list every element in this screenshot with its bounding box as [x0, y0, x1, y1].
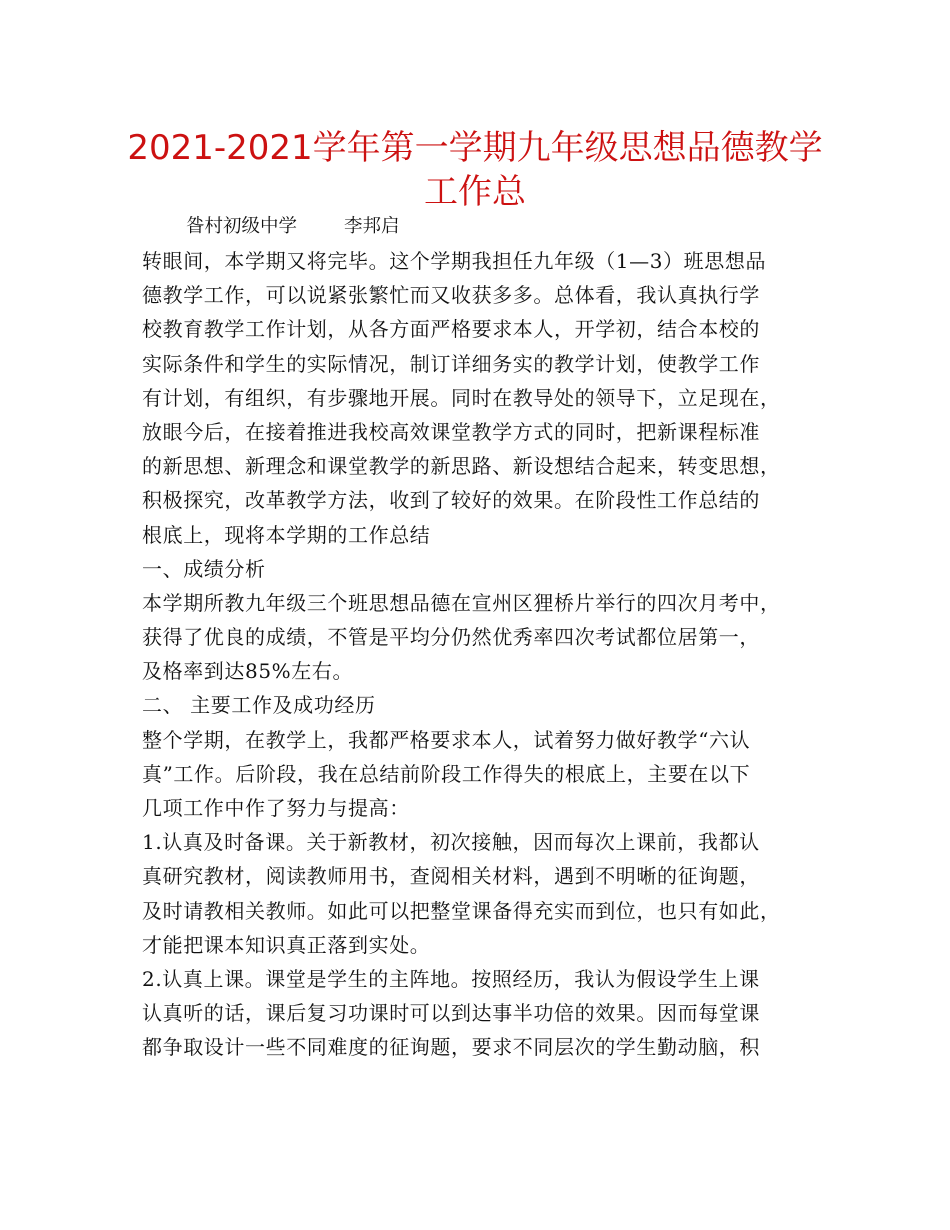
document-body	[142, 244, 832, 1065]
body-line: 放眼今后，在接着推进我校高效课堂教学方式的同时，把新课程标准	[142, 419, 760, 444]
body-line: 积极探究，改革教学方法，收到了较好的效果。在阶段性工作总结的	[142, 488, 760, 513]
document-title-line-2: 工作总	[424, 172, 526, 212]
author-line: 昝村初级中学 李邦启	[186, 216, 400, 237]
body-line: 真研究教材，阅读教师用书，查阅相关材料，遇到不明晰的征询题，	[142, 864, 760, 889]
body-line: 校教育教学工作计划，从各方面严格要求本人，开学初，结合本校的	[142, 317, 760, 342]
body-line: 有计划，有组织，有步骤地开展。同时在教导处的领导下，立足现在，	[142, 385, 781, 410]
body-line: 整个学期，在教学上，我都严格要求本人，试着努力做好教学“六认	[142, 727, 751, 752]
document-title-line-1: 2021-2021学年第一学期九年级思想品德教学	[127, 128, 823, 168]
body-line: 本学期所教九年级三个班思想品德在宣州区狸桥片举行的四次月考中，	[142, 590, 781, 615]
body-line: 及时请教相关教师。如此可以把整堂课备得充实而到位，也只有如此，	[142, 898, 781, 923]
body-line: 几项工作中作了努力与提高：	[142, 796, 410, 820]
section-heading: 一、成绩分析	[142, 556, 266, 581]
body-line: 2.认真上课。课堂是学生的主阵地。按照经历，我认为假设学生上课	[142, 966, 760, 991]
body-line: 的新思想、新理念和课堂教学的新思路、新设想结合起来，转变思想，	[142, 454, 781, 479]
body-line: 才能把课本知识真正落到实处。	[142, 932, 431, 957]
body-line: 1.认真及时备课。关于新教材，初次接触，因而每次上课前，我都认	[142, 830, 760, 855]
body-line: 实际条件和学生的实际情况，制订详细务实的教学计划，使教学工作	[142, 351, 760, 376]
body-line: 转眼间，本学期又将完毕。这个学期我担任九年级（1—3）班思想品	[142, 249, 767, 273]
body-line: 根底上，现将本学期的工作总结	[142, 522, 431, 547]
body-line: 德教学工作，可以说紧张繁忙而又收获多多。总体看，我认真执行学	[142, 283, 760, 308]
body-line: 都争取设计一些不同难度的征询题，要求不同层次的学生勤动脑，积	[142, 1035, 760, 1060]
body-line: 认真听的话，课后复习功课时可以到达事半功倍的效果。因而每堂课	[142, 1001, 760, 1026]
body-line: 真”工作。后阶段，我在总结前阶段工作得失的根底上，主要在以下	[142, 761, 751, 786]
section-heading: 二、 主要工作及成功经历	[142, 693, 376, 718]
body-line: 及格率到达85%左右。	[142, 659, 354, 684]
body-line: 获得了优良的成绩，不管是平均分仍然优秀率四次考试都位居第一，	[142, 625, 760, 650]
